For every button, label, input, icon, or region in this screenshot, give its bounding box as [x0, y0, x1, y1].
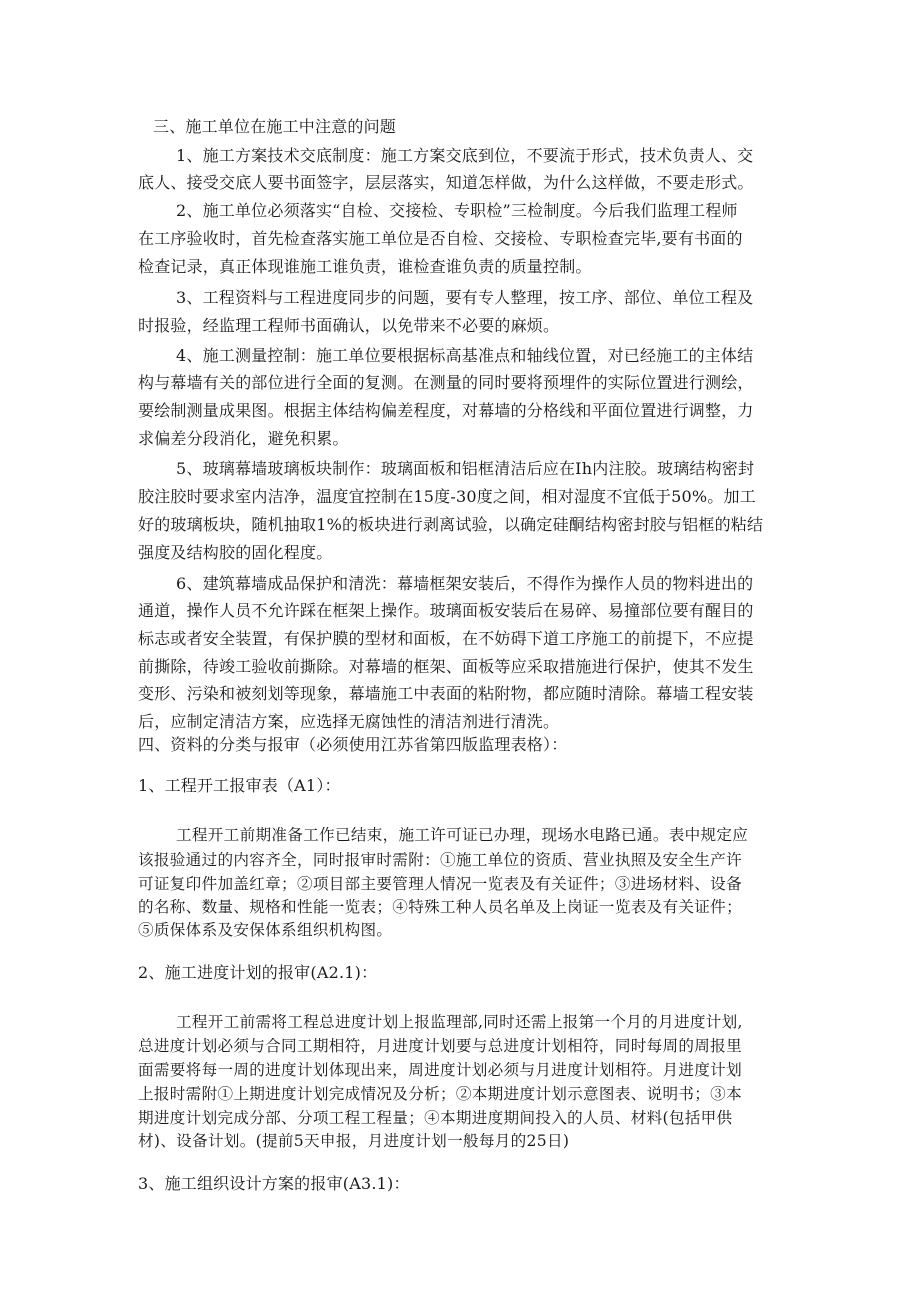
section-3-heading: 三、施工单位在施工中注意的问题 [153, 117, 397, 136]
paragraph-line: 构与幕墙有关的部位进行全面的复测。在测量的同时要将预埋件的实际位置进行测绘， [138, 373, 754, 392]
paragraph-line: 面需要将每一周的进度计划体现出来，周进度计划必须与月进度计划相符。月进度计划 [138, 1061, 742, 1079]
item-1-title: 1、工程开工报审表（A1）： [138, 776, 341, 795]
paragraph-line: 6、建筑幕墙成品保护和清洗：幕墙框架安装后，不得作为操作人员的物料进出的 [176, 574, 754, 593]
paragraph-line: 好的玻璃板块，随机抽取1%的板块进行剥离试验，以确定硅酮结构密封胶与铝框的粘结 [138, 515, 764, 534]
paragraph-line: 前撕除，待竣工验收前撕除。对幕墙的框架、面板等应采取措施进行保护，使其不发生 [138, 657, 754, 676]
paragraph-line: 可证复印件加盖红章；②项目部主要管理人情况一览表及有关证件；③进场材料、设备 [138, 875, 742, 893]
paragraph-line: 变形、污染和被刻划等现象，幕墙施工中表面的粘附物，都应随时清除。幕墙工程安装 [138, 684, 754, 703]
section-4-heading: 四、资料的分类与报审（必须使用江苏省第四版监理表格）： [138, 735, 568, 754]
paragraph-line: 通道，操作人员不允许踩在框架上操作。玻璃面板安装后在易碎、易撞部位要有醒目的 [138, 601, 754, 620]
paragraph-line: 求偏差分段消化，避免积累。 [138, 429, 349, 448]
paragraph-line: 3、工程资料与工程进度同步的问题，要有专人整理，按工序、部位、单位工程及 [176, 288, 754, 307]
paragraph-line: 时报验，经监理工程师书面确认，以免带来不必要的麻烦。 [138, 316, 560, 335]
paragraph-line: 的名称、数量、规格和性能一览表；④特殊工种人员名单及上岗证一览表及有关证件； [138, 898, 742, 916]
paragraph-line: 材)、设备计划。(提前5天申报，月进度计划一般每月的25日) [138, 1132, 570, 1150]
paragraph-line: 胶注胶时要求室内洁净，温度宜控制在15度-30度之间，相对湿度不宜低于50%。加工 [138, 487, 756, 506]
paragraph-line: 1、施工方案技术交底制度：施工方案交底到位，不要流于形式，技术负责人、交 [176, 146, 754, 165]
paragraph-line: 标志或者安全装置，有保护膜的型材和面板，在不妨碍下道工序施工的前提下，不应提 [138, 629, 754, 648]
paragraph-line: 5、玻璃幕墙玻璃板块制作：玻璃面板和铝框清洁后应在Ih内注胶。玻璃结构密封 [176, 459, 755, 478]
paragraph-line: 工程开工前需将工程总进度计划上报监理部,同时还需上报第一个月的月进度计划, [176, 1013, 743, 1031]
paragraph-line: 该报验通过的内容齐全，同时报审时需附：①施工单位的资质、营业执照及安全生产许 [138, 851, 742, 869]
paragraph-line: 总进度计划必须与合同工期相符，月进度计划要与总进度计划相符，同时每周的周报里 [138, 1037, 742, 1055]
paragraph-line: 底人、接受交底人要书面签字，层层落实，知道怎样做，为什么这样做，不要走形式。 [138, 173, 754, 192]
paragraph-line: 后，应制定清洁方案，应选择无腐蚀性的清洁剂进行清洗。 [138, 712, 560, 731]
paragraph-line: 工程开工前期准备工作已结束，施工许可证已办理，现场水电路已通。表中规定应 [176, 826, 749, 844]
paragraph-line: 强度及结构胶的固化程度。 [138, 543, 333, 562]
item-2-title: 2、施工进度计划的报审(A2.1)： [138, 963, 378, 982]
item-3-title: 3、施工组织设计方案的报审(A3.1)： [138, 1174, 410, 1193]
paragraph-line: 上报时需附①上期进度计划完成情况及分析；②本期进度计划示意图表、说明书；③本 [138, 1085, 742, 1103]
paragraph-line: 2、施工单位必须落实“自检、交接检、专职检”三检制度。今后我们监理工程师 [176, 201, 738, 220]
paragraph-line: 4、施工测量控制：施工单位要根据标高基准点和轴线位置，对已经施工的主体结 [176, 346, 754, 365]
paragraph-line: 检查记录，真正体现谁施工谁负责，谁检查谁负责的质量控制。 [138, 257, 592, 276]
paragraph-line: ⑤质保体系及安保体系组织机构图。 [138, 921, 393, 939]
paragraph-line: 期进度计划完成分部、分项工程工程量；④本期进度期间投入的人员、材料(包括甲供 [138, 1109, 733, 1127]
paragraph-line: 要绘制测量成果图。根据主体结构偏差程度，对幕墙的分格线和平面位置进行调整，力 [138, 401, 754, 420]
paragraph-line: 在工序验收时，首先检查落实施工单位是否自检、交接检、专职检查完毕,要有书面的 [138, 229, 743, 248]
